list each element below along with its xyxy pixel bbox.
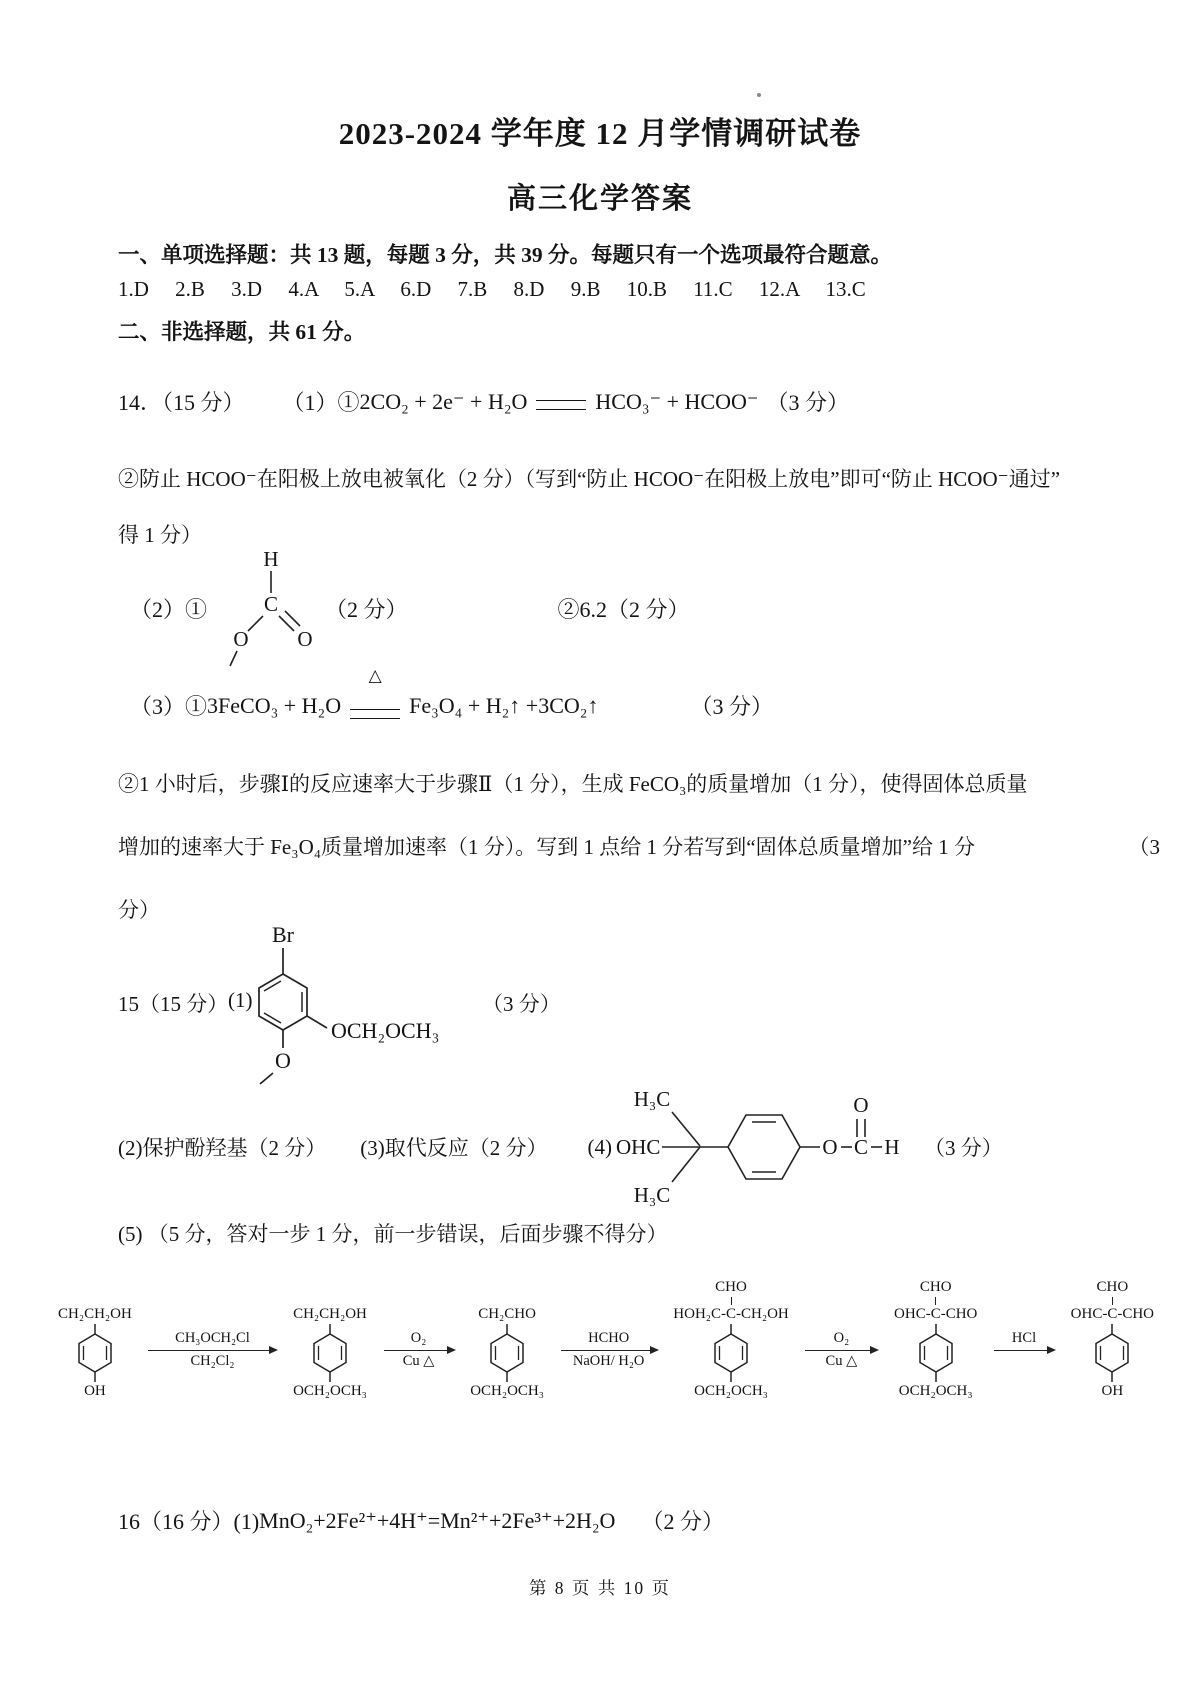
q14-part1-line	[118, 386, 849, 417]
benzene-ring	[1089, 1324, 1135, 1382]
methyl-formate-structure	[215, 548, 317, 668]
atom-h: H	[263, 548, 279, 571]
benzene-ring	[259, 974, 307, 1030]
atom-o-double: O	[297, 627, 313, 651]
q14-p4-lhs: 3FeCO₃ + H₂O	[207, 692, 342, 718]
benzene-ring	[484, 1324, 530, 1382]
scheme-molecule-6	[1071, 1278, 1154, 1401]
arrow-line	[148, 1350, 276, 1351]
q14-p1-label: （1）①	[282, 390, 360, 415]
condition-below: NaOH/ H₂O	[572, 1353, 645, 1369]
carbonyl-o-label: O	[853, 1093, 869, 1117]
section2-heading: 二、非选择题，共 61 分。	[118, 320, 366, 344]
reaction-arrow-4	[805, 1330, 877, 1370]
substituent-top2: CHO	[715, 1279, 747, 1295]
q15-p3-answer: (3)取代反应（2 分）	[360, 1136, 548, 1160]
condition-below: CH₂Cl₂	[190, 1353, 235, 1369]
q16-equation: MnO₂+2Fe²⁺+4H⁺=Mn²⁺+2Fe³⁺+2H₂O	[259, 1507, 616, 1533]
q15-p1-score: （3 分）	[482, 992, 561, 1016]
methyl-bond	[230, 651, 237, 666]
substituent-top: CH₂CH₂OH	[293, 1306, 367, 1322]
q14-part5-line1: ②1 小时后，步骤Ⅰ的反应速率大于步骤Ⅱ（1 分），生成 FeCO₃的质量增加（1 分），使得固体总质量	[118, 772, 1028, 796]
condition-above: HCl	[1011, 1330, 1037, 1346]
arrow-line	[384, 1350, 454, 1351]
q15-p4-score: （3 分）	[924, 1136, 1003, 1160]
methyl-top-label: H₃C	[633, 1087, 671, 1111]
arrow-line	[561, 1350, 657, 1351]
q14-p1-rhs: HCO₃⁻ + HCOO⁻	[595, 388, 759, 414]
q14-p3-item2: ②6.2（2 分）	[557, 596, 690, 622]
q14-p1-score: （3 分）	[766, 390, 850, 415]
page-title: 2023-2024 学年度 12 月学情调研试卷	[338, 116, 862, 151]
q14-part2-line2: 得 1 分）	[118, 523, 202, 547]
q14-part5-line2	[118, 831, 1160, 861]
q16-line	[118, 1505, 724, 1536]
substituent-bottom: OH	[84, 1383, 106, 1399]
answer-key-row: 1.D 2.B 3.D 4.A 5.A 6.D 7.B 8.D 9.B 10.B 11.C 12.A 13.C	[118, 277, 866, 301]
q15-label: 15（15 分）	[118, 992, 229, 1016]
q14-p5-line2-text: 增加的速率大于 Fe₃O₄质量增加速率（1 分）。写到 1 点给 1 分若写到“固体总质量增加”给 1 分	[118, 835, 975, 859]
condition-below: Cu △	[402, 1353, 435, 1369]
q14-p4-rhs: Fe₃O₄ + H₂↑ +3CO₂↑	[409, 692, 599, 718]
scheme-molecule-4	[673, 1278, 788, 1401]
reaction-arrow-1	[148, 1330, 276, 1370]
aldehyde-h-label: H	[884, 1135, 900, 1159]
substituent-bottom: OH	[1101, 1383, 1124, 1399]
page-subtitle: 高三化学答案	[506, 183, 693, 215]
reaction-arrow-2	[384, 1330, 454, 1370]
triangle-equals	[350, 665, 400, 722]
scheme-molecule-5	[894, 1278, 977, 1401]
q14-p3-label: （2）①	[130, 596, 208, 622]
q14-p4-label: （3）①	[130, 694, 208, 719]
substituent-bottom: OCH₂OCH₃	[293, 1383, 367, 1399]
substituent-top: CH₂CH₂OH	[58, 1306, 132, 1322]
substituent-top2: CHO	[919, 1279, 952, 1295]
condition-above: O₂	[410, 1330, 427, 1346]
reaction-arrow-5	[994, 1330, 1054, 1353]
q14-part3-row	[130, 548, 690, 668]
substituent-top: OHC-C-CHO	[894, 1306, 978, 1322]
benzene-ring	[728, 1115, 800, 1179]
q15-p1-label: (1)	[228, 988, 253, 1012]
stray-mark	[757, 93, 761, 97]
q14-p5-line2-tail: （3	[1128, 835, 1160, 859]
side-chain-label: OCH₂OCH₃	[331, 1018, 440, 1043]
benzene-ring	[708, 1324, 754, 1382]
q14-p1-lhs: 2CO₂ + 2e⁻ + H₂O	[359, 388, 528, 414]
scheme-molecule-3	[470, 1278, 544, 1401]
benzene-ring	[913, 1324, 959, 1382]
carbonyl-c-label: C	[853, 1135, 869, 1159]
q16-label: 16（16 分）(1)	[118, 1509, 260, 1534]
substituent-bottom: OCH₂OCH₃	[470, 1383, 544, 1399]
substituent-bottom: OCH₂OCH₃	[898, 1383, 973, 1399]
scheme-molecule-1	[58, 1278, 132, 1401]
double-line-equals	[350, 709, 400, 719]
q16-score: （2 分）	[641, 1509, 724, 1534]
q15-row-234	[118, 1072, 1003, 1222]
benzene-ring	[72, 1324, 118, 1382]
substituent-top2: CHO	[1096, 1279, 1129, 1295]
ester-o-label: O	[822, 1135, 838, 1159]
condition-above: CH₃OCH₂Cl	[175, 1330, 250, 1346]
methoxy-o-label: O	[275, 1048, 291, 1073]
q14-p3-score: （2 分）	[325, 596, 408, 622]
condition-above: O₂	[833, 1330, 850, 1346]
condition-below: Cu △	[825, 1353, 858, 1369]
condition-above: HCHO	[588, 1330, 630, 1346]
q15-p2-answer: (2)保护酚羟基（2 分）	[118, 1136, 327, 1160]
atom-o-single: O	[233, 627, 249, 651]
section1-heading: 一、单项选择题：共 13 题，每题 3 分，共 39 分。每题只有一个选项最符合题意。	[118, 243, 893, 267]
bromine-label: Br	[272, 922, 294, 947]
synthesis-scheme	[58, 1278, 1154, 1401]
q14-part4-line	[130, 665, 773, 721]
q15-p5-note: (5) （5 分，答对一步 1 分，前一步错误，后面步骤不得分）	[118, 1222, 668, 1246]
double-line-equals	[536, 400, 586, 410]
q15-p4-label: (4)	[587, 1134, 612, 1159]
substituent-top: OHC-C-CHO	[1070, 1306, 1154, 1322]
benzene-ring	[307, 1324, 353, 1382]
q14-label: 14．（15 分）	[118, 390, 245, 415]
arrow-line	[805, 1350, 877, 1351]
atom-c: C	[264, 592, 279, 616]
scheme-molecule-2	[293, 1278, 367, 1401]
substituent-bottom: OCH₂OCH₃	[694, 1383, 768, 1399]
q14-part2-line1: ②防止 HCOO⁻在阳极上放电被氧化（2 分）（写到“防止 HCOO⁻在阳极上放电”即可“防止 HCOO⁻通过”	[118, 467, 1061, 491]
q14-p4-score: （3 分）	[690, 694, 773, 719]
substituent-top: CH₂CHO	[478, 1306, 536, 1322]
delta-condition: △	[368, 665, 382, 685]
methyl-bottom-label: H₃C	[633, 1183, 671, 1207]
q15-p4-structure	[614, 1074, 914, 1220]
arrow-line	[994, 1350, 1054, 1351]
page-number: 第 8 页 共 10 页	[528, 1578, 672, 1598]
ohc-label: OHC	[616, 1135, 661, 1159]
reaction-arrow-3	[561, 1330, 657, 1370]
q14-part5-line3: 分）	[118, 898, 160, 922]
q15-p1-structure	[238, 912, 478, 1092]
substituent-top: HOH₂C-C-CH₂OH	[673, 1306, 789, 1322]
